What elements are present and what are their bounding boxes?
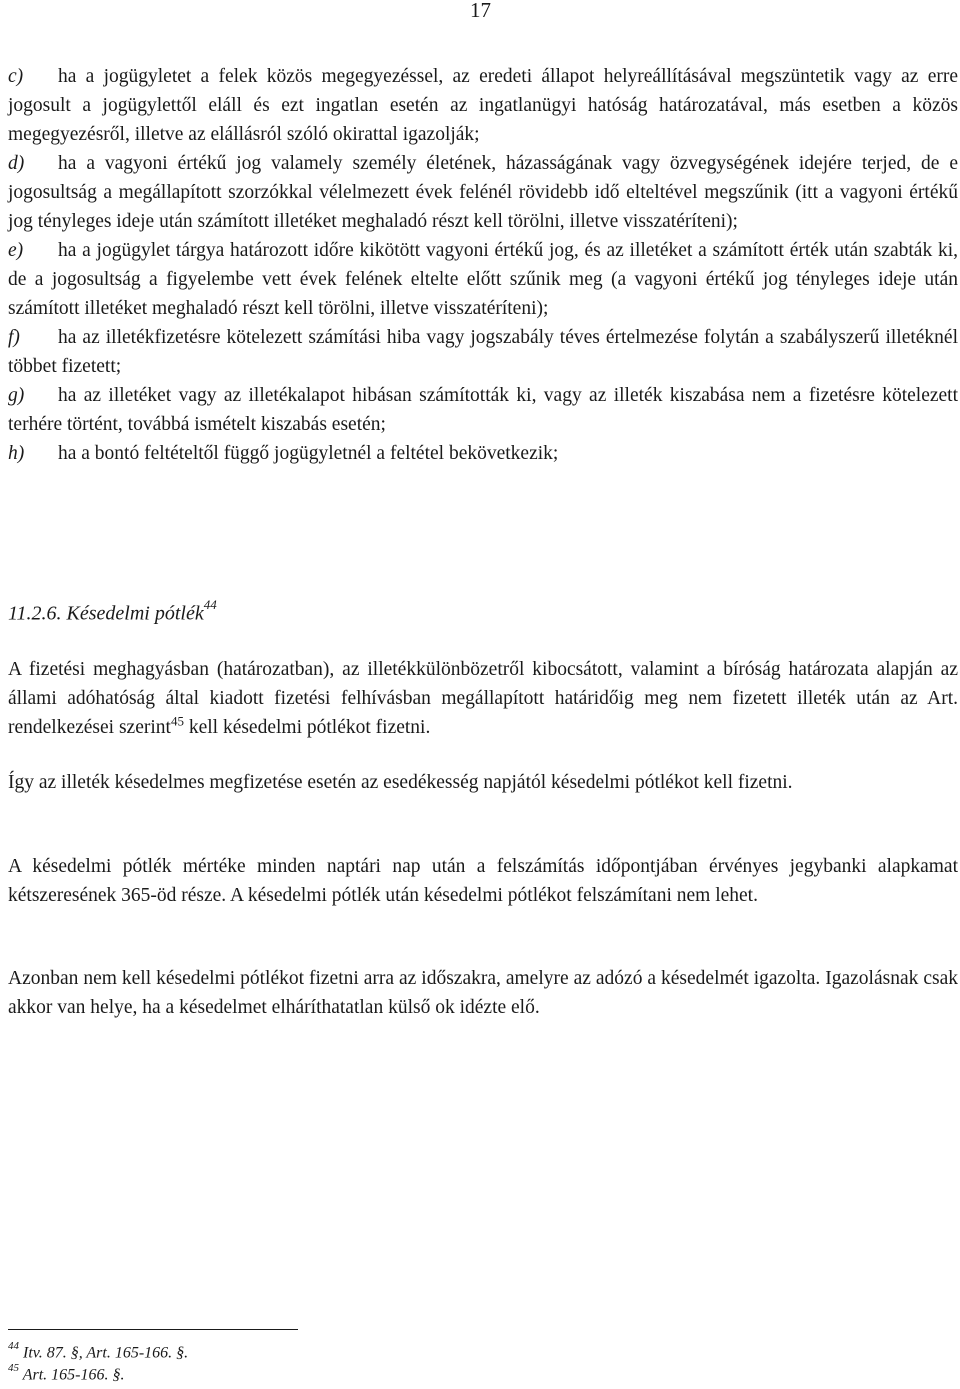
footnote-text: Art. 165-166. §.	[22, 1366, 125, 1384]
paragraph-text: kell késedelmi pótlékot fizetni.	[183, 717, 431, 738]
footnote-number: 44	[8, 1340, 19, 1352]
paragraph-rate: A késedelmi pótlék mértéke minden naptári nap után a felszámítás időpontjában érvényes jegybanki alapkamat kétszeresének 365-öd része. A késedelmi pótlék után késedelmi pótlékot felszámítani nem lehet.	[8, 856, 958, 906]
exemption-list	[8, 62, 958, 468]
list-item-text: ha az illetékfizetésre kötelezett számítási hiba vagy jogszabály téves értelmezése folytán a szabályszerű illetéknél többet fizetett;	[8, 327, 958, 377]
list-marker: g)	[8, 385, 25, 406]
footnote	[8, 1360, 125, 1385]
list-item	[8, 323, 958, 381]
section-title	[8, 597, 217, 626]
footnote-number: 45	[8, 1362, 19, 1374]
list-marker: d)	[8, 153, 25, 174]
list-marker: f)	[8, 327, 20, 348]
footnote-ref: 45	[170, 713, 184, 729]
list-item-text: ha a bontó feltételtől függő jogügyletnél a feltétel bekövetkezik;	[58, 443, 559, 464]
section-title-text: 11.2.6. Késedelmi pótlék	[8, 602, 204, 625]
list-item	[8, 236, 958, 323]
list-item	[8, 439, 958, 468]
paragraph-late-fee-basis	[8, 655, 958, 742]
page-number: 17	[470, 0, 491, 22]
paragraph-exemption: Azonban nem kell késedelmi pótlékot fizetni arra az időszakra, amelyre az adózó a késedelmét igazolta. Igazolásnak csak akkor van helye, ha a késedelmet elháríthatatlan külső ok idézte elő.	[8, 968, 958, 1018]
paragraph-late-payment: Így az illeték késedelmes megfizetése esetén az esedékesség napjától késedelmi pótlékot kell fizetni.	[8, 772, 793, 793]
list-marker: h)	[8, 443, 25, 464]
list-item	[8, 62, 958, 149]
list-item-text: ha az illetéket vagy az illetékalapot hibásan számították ki, vagy az illeték kiszabása nem a fizetésre kötelezett terhére történt, továbbá ismételt kiszabás esetén;	[8, 385, 958, 435]
list-item-text: ha a jogügylet tárgya határozott időre kikötött vagyoni értékű jog, és az illetéket a számított érték után szabták ki, de a jogosultság a figyelembe vett évek felének eltelte előtt szűnik meg (a vagyoni értékű jog tényleges ideje után számított illetéket meghaladó részt kell törölni, illetve visszatéríteni);	[8, 240, 958, 319]
list-marker: e)	[8, 240, 24, 261]
footnote-text: Itv. 87. §, Art. 165-166. §.	[23, 1344, 189, 1362]
list-item-text: ha a jogügyletet a felek közös megegyezéssel, az eredeti állapot helyreállításával megszüntetik vagy az erre jogosult a jogügylettől eláll és ezt ingatlan esetén az ingatlanügyi hatóság határozatával, más esetben a közös megegyezésről, illetve az elállásról szóló okirattal igazolják;	[8, 66, 958, 145]
list-item-text: ha a vagyoni értékű jog valamely személy életének, házasságának vagy özvegységének idejére terjed, de e jogosultság a megállapított szorzókkal vélelmezett évek felénél rövidebb idő elteltével megszűnik (itt a vagyoni értékű jog tényleges ideje után számított illetéket meghaladó részt kell törölni, illetve visszatéríteni);	[8, 153, 958, 232]
list-marker: c)	[8, 66, 24, 87]
list-item	[8, 381, 958, 439]
footnote-separator	[8, 1329, 298, 1330]
paragraph-text: A fizetési meghagyásban (határozatban), az illetékkülönbözetről kibocsátott, valamint a bíróság határozata alapján az állami adóhatóság által kiadott fizetési felhívásban megállapított határidőig meg nem fizetett illeték után az Art. rendelkezései szerint	[8, 659, 958, 738]
list-item	[8, 149, 958, 236]
footnote-ref: 44	[203, 597, 217, 612]
